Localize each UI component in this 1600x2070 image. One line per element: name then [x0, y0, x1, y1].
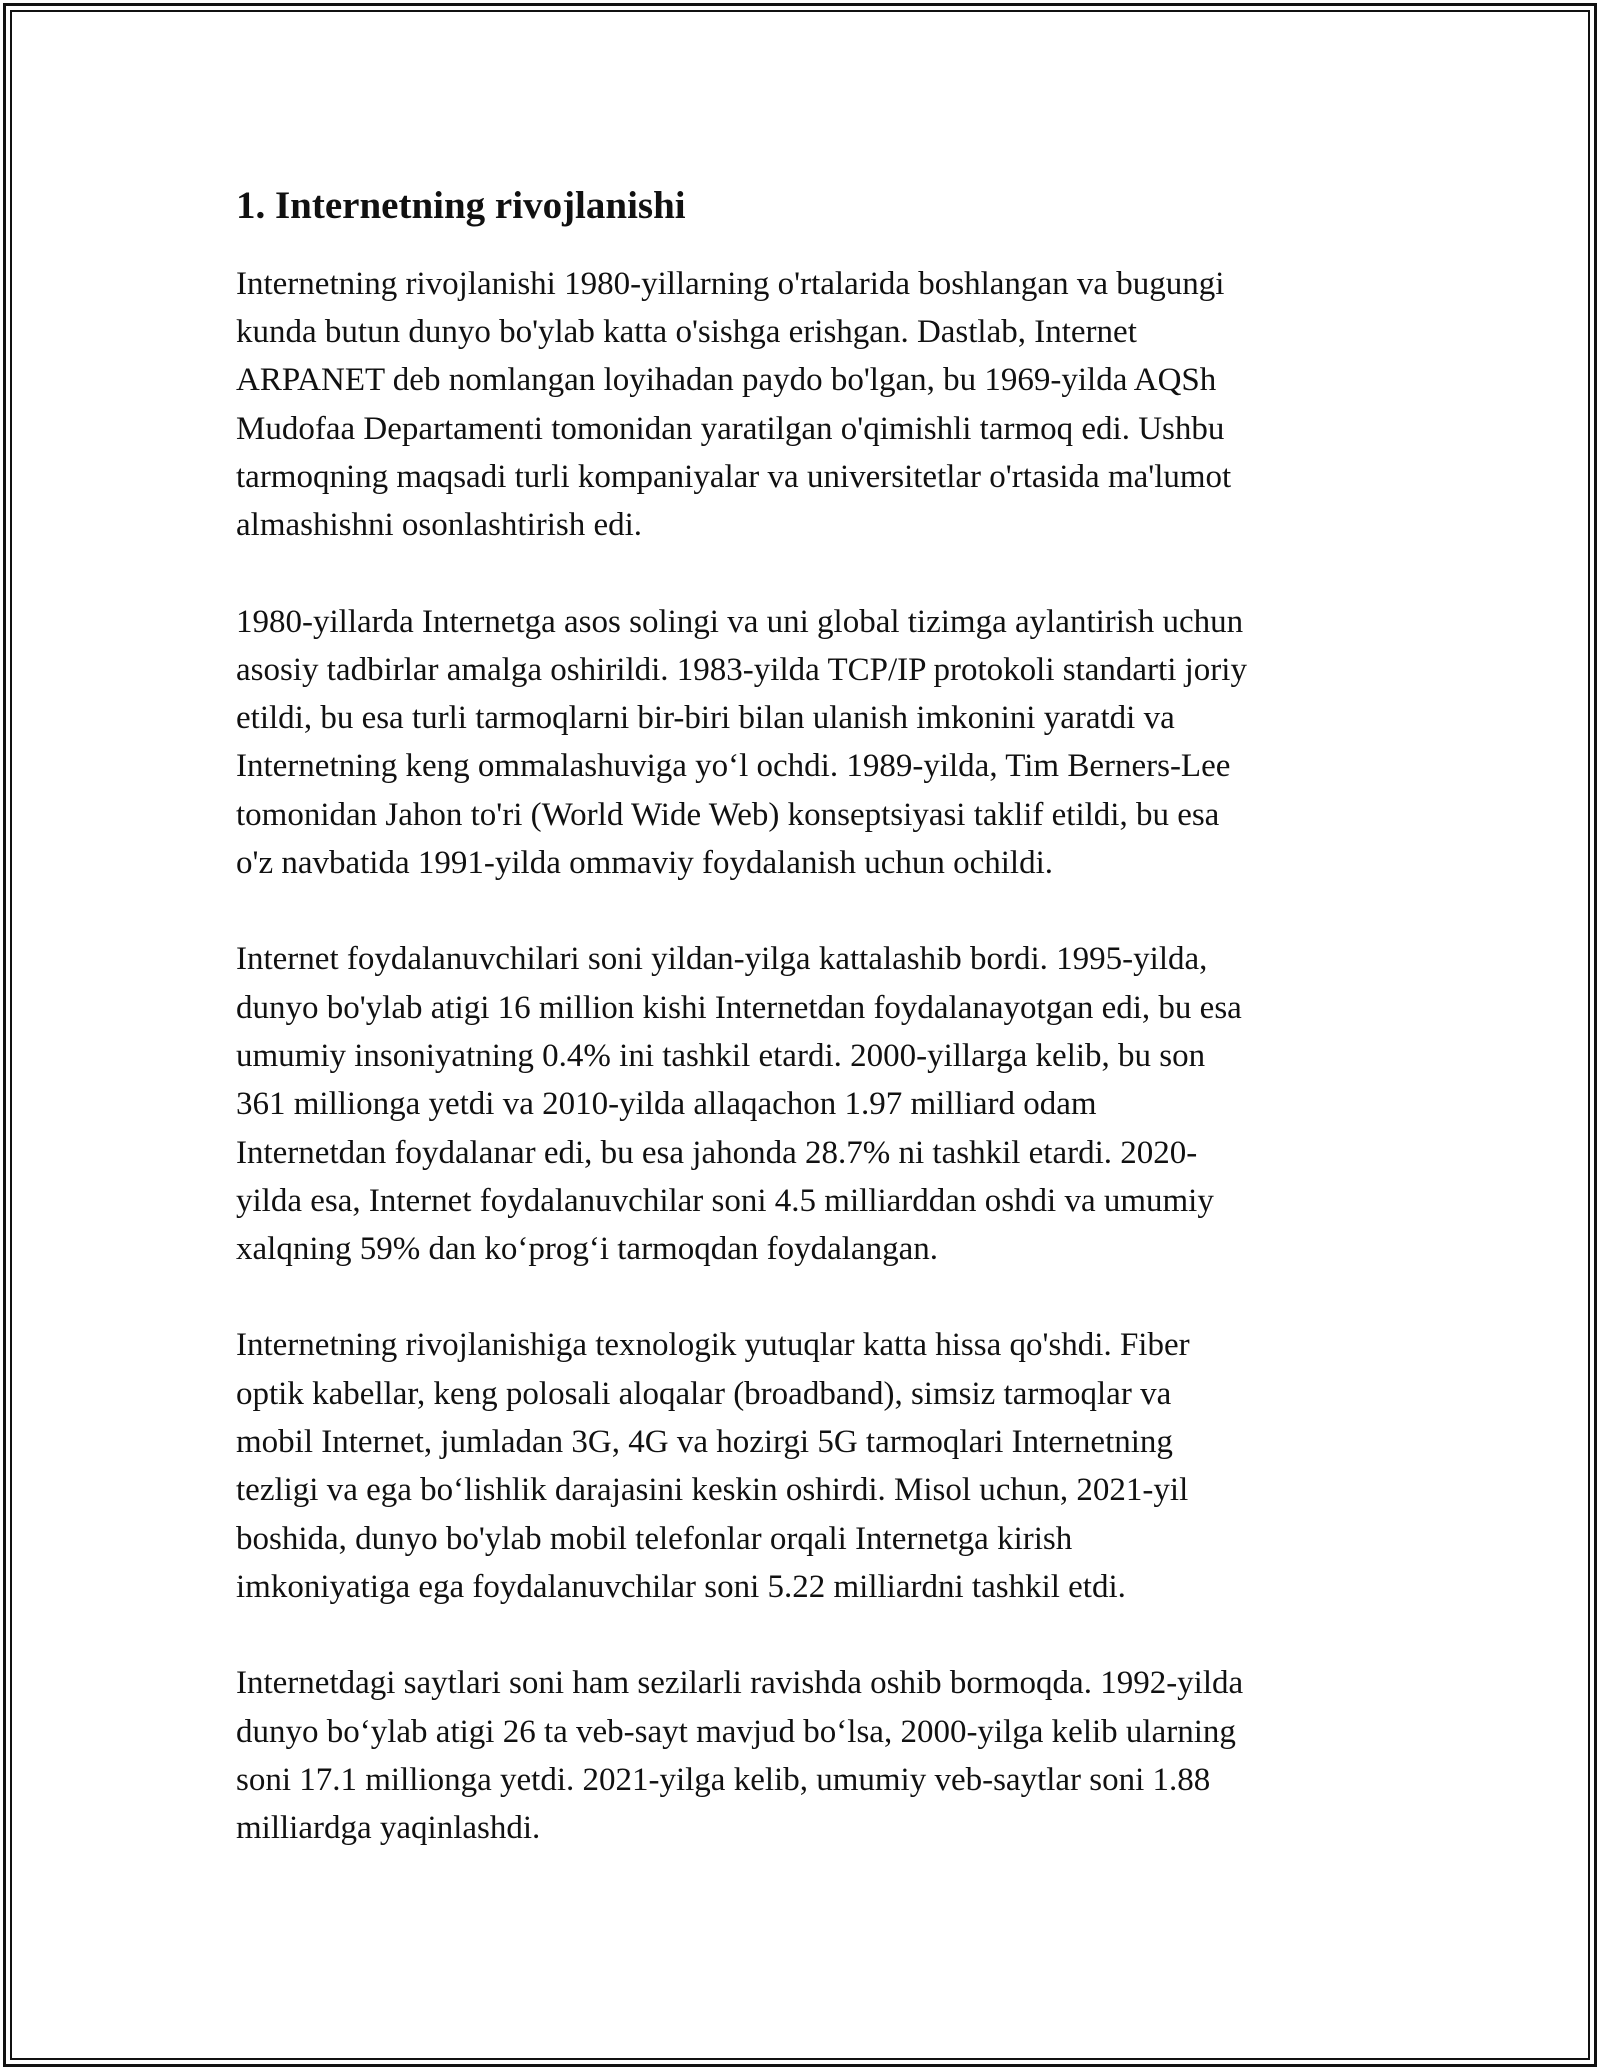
paragraph-5	[236, 1659, 1396, 1852]
paragraph-line: Internetdan foydalanar edi, bu esa jahonda 28.7% ni tashkil etardi. 2020-	[236, 1134, 1198, 1171]
paragraph-line: asosiy tadbirlar amalga oshirildi. 1983-yilda TCP/IP protokoli standarti joriy	[236, 651, 1247, 688]
paragraph-line: kunda butun dunyo bo'ylab katta o'sishga erishgan. Dastlab, Internet	[236, 314, 1137, 351]
paragraph-line: dunyo bo'ylab atigi 16 million kishi Internetdan foydalanayotgan edi, bu esa	[236, 989, 1242, 1026]
paragraph-line: Internetdagi saytlari soni ham sezilarli ravishda oshib bormoqda. 1992-yilda	[236, 1665, 1244, 1702]
paragraph-line: yilda esa, Internet foydalanuvchilar soni 4.5 milliarddan oshdi va umumiy	[236, 1182, 1214, 1219]
paragraph-2	[236, 598, 1396, 888]
paragraph-line: tarmoqning maqsadi turli kompaniyalar va universitetlar o'rtasida ma'lumot	[236, 458, 1232, 495]
paragraph-line: umumiy insoniyatning 0.4% ini tashkil etardi. 2000-yillarga kelib, bu son	[236, 1037, 1206, 1074]
paragraph-line: milliardga yaqinlashdi.	[236, 1810, 541, 1847]
document-body	[236, 183, 1396, 1900]
paragraph-1	[236, 260, 1396, 550]
paragraph-line: imkoniyatiga ega foydalanuvchilar soni 5.22 milliardni tashkil etdi.	[236, 1568, 1126, 1605]
paragraph-line: 1980-yillarda Internetga asos solingi va uni global tizimga aylantirish uchun	[236, 603, 1244, 640]
paragraph-line: Mudofaa Departamenti tomonidan yaratilgan o'qimishli tarmoq edi. Ushbu	[236, 410, 1225, 447]
paragraph-line: soni 17.1 millionga yetdi. 2021-yilga kelib, umumiy veb-saytlar soni 1.88	[236, 1761, 1211, 1798]
paragraph-line: tezligi va ega bo‘lishlik darajasini keskin oshirdi. Misol uchun, 2021-yil	[236, 1472, 1189, 1509]
section-heading: 1. Internetning rivojlanishi	[236, 184, 686, 227]
paragraph-line: Internetning rivojlanishiga texnologik yutuqlar katta hissa qo'shdi. Fiber	[236, 1327, 1190, 1364]
paragraph-line: Internet foydalanuvchilari soni yildan-yilga kattalashib bordi. 1995-yilda,	[236, 941, 1208, 978]
paragraph-line: xalqning 59% dan ko‘prog‘i tarmoqdan foydalangan.	[236, 1231, 938, 1268]
paragraph-line: tomonidan Jahon to'ri (World Wide Web) konseptsiyasi taklif etildi, bu esa	[236, 796, 1220, 833]
paragraph-line: etildi, bu esa turli tarmoqlarni bir-biri bilan ulanish imkonini yaratdi va	[236, 700, 1175, 737]
paragraph-line: optik kabellar, keng polosali aloqalar (broadband), simsiz tarmoqlar va	[236, 1375, 1172, 1412]
paragraph-line: mobil Internet, jumladan 3G, 4G va hozirgi 5G tarmoqlari Internetning	[236, 1424, 1173, 1461]
paragraph-line: ARPANET deb nomlangan loyihadan paydo bo'lgan, bu 1969-yilda AQSh	[236, 362, 1217, 399]
paragraph-line: o'z navbatida 1991-yilda ommaviy foydalanish uchun ochildi.	[236, 845, 1054, 882]
paragraph-3	[236, 935, 1396, 1273]
paragraph-line: dunyo bo‘ylab atigi 26 ta veb-sayt mavjud bo‘lsa, 2000-yilga kelib ularning	[236, 1713, 1236, 1750]
paragraph-line: Internetning rivojlanishi 1980-yillarning o'rtalarida boshlangan va bugungi	[236, 265, 1225, 302]
paragraph-line: Internetning keng ommalashuviga yo‘l ochdi. 1989-yilda, Tim Berners-Lee	[236, 748, 1231, 785]
paragraph-4	[236, 1321, 1396, 1611]
paragraph-line: almashishni osonlashtirish edi.	[236, 507, 643, 544]
paragraph-line: 361 millionga yetdi va 2010-yilda allaqachon 1.97 milliard odam	[236, 1086, 1097, 1123]
paragraph-line: boshida, dunyo bo'ylab mobil telefonlar orqali Internetga kirish	[236, 1520, 1073, 1557]
